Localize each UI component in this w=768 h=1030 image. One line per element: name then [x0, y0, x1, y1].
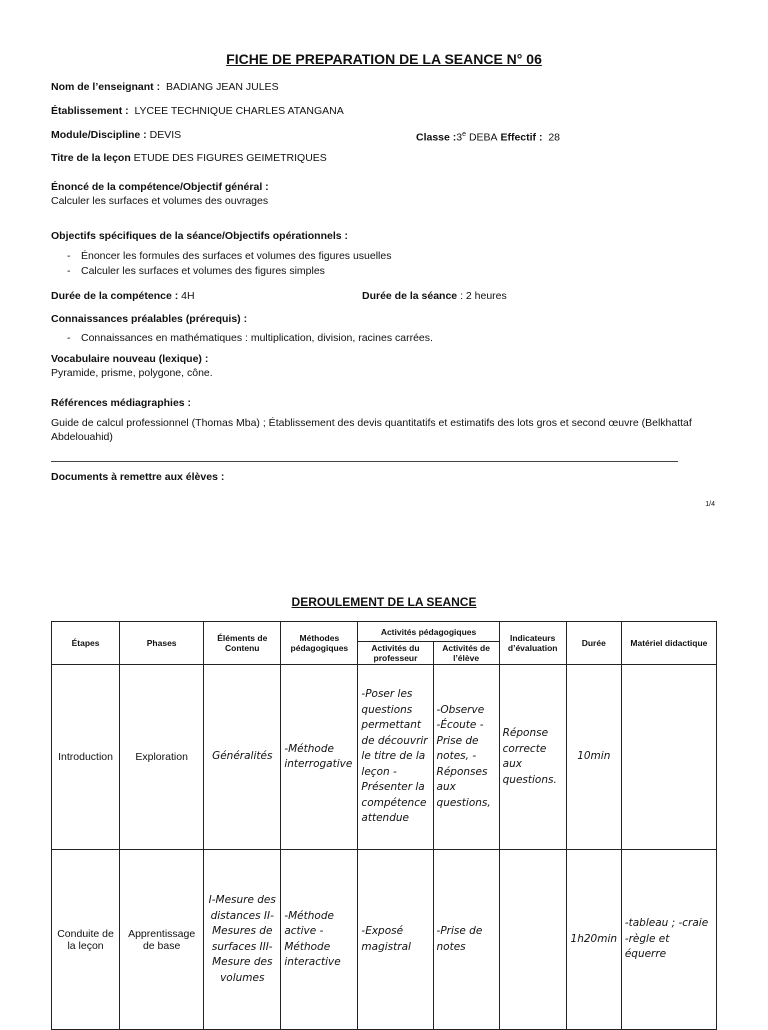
cell-materiel: [621, 665, 716, 850]
prereq-list: [63, 331, 433, 346]
vocab-text: Pyramide, prisme, polygone, cône.: [51, 367, 213, 379]
header-prof: Activités du professeur: [358, 642, 433, 665]
table-header-row: [52, 622, 717, 642]
competence-label: Énoncé de la compétence/Objectif général :: [51, 181, 269, 193]
document-title: FICHE DE PREPARATION DE LA SEANCE N° 06: [226, 51, 542, 67]
cell-etape: Conduite de la leçon: [52, 850, 120, 1030]
page-number: 1/4: [705, 501, 715, 508]
session-duration-label: Durée de la séance: [362, 290, 458, 302]
header-phases: Phases: [120, 622, 204, 665]
objective-item: - Énoncer les formules des surfaces et volumes des figures usuelles: [63, 249, 391, 264]
header-elements: Éléments de Contenu: [204, 622, 281, 665]
objective-item: - Calculer les surfaces et volumes des figures simples: [63, 264, 391, 279]
header-indicateurs: Indicateurs d’évaluation: [499, 622, 566, 665]
teacher-value: BADIANG JEAN JULES: [165, 81, 279, 93]
references-label: Références médiagraphies :: [51, 397, 192, 409]
header-eleve: Activités de l’élève: [433, 642, 499, 665]
lesson-sequence-table: [51, 621, 717, 1030]
session-duration-value: : 2 heures: [460, 290, 507, 302]
header-materiel: Matériel didactique: [621, 622, 716, 665]
cell-indicateurs: [499, 850, 566, 1030]
competence-text: Calculer les surfaces et volumes des ouvrages: [51, 195, 269, 207]
objectives-list: [63, 249, 391, 279]
documents-label: Documents à remettre aux élèves :: [51, 471, 225, 483]
header-activites: Activités pédagogiques: [358, 622, 499, 642]
cell-duree: 10min: [566, 665, 621, 850]
objectives-label: Objectifs spécifiques de la séance/Objectifs opérationnels :: [51, 230, 349, 242]
classe-value-prefix: 3: [456, 131, 463, 144]
competence-duration: [51, 289, 195, 303]
cell-etape: Introduction: [52, 665, 120, 850]
classe-value-sup: e: [462, 131, 467, 138]
module-line: [51, 128, 181, 142]
cell-duree: 1h20min: [566, 850, 621, 1030]
cell-eleve: -Observe -Écoute -Prise de notes, - Réponses aux questions,: [433, 665, 499, 850]
prereq-label: Connaissances préalables (prérequis) :: [51, 313, 248, 325]
teacher-label: Nom de l’enseignant :: [51, 81, 161, 93]
cell-methodes: -Méthode interrogative: [281, 665, 358, 850]
cell-indicateurs: Réponse correcte aux questions.: [499, 665, 566, 850]
separator-line: [51, 461, 678, 462]
table-row: [52, 665, 717, 850]
classe-line: [416, 128, 560, 145]
classe-label: Classe :: [416, 131, 457, 144]
classe-value-suffix: DEBA: [466, 131, 498, 144]
lesson-value: ETUDE DES FIGURES GEIMETRIQUES: [133, 152, 327, 164]
school-line: [51, 104, 344, 118]
module-label: Module/Discipline :: [51, 129, 147, 141]
cell-elements: I-Mesure des distances II- Mesures de surfaces III- Mesure des volumes: [204, 850, 281, 1030]
competence-duration-label: Durée de la compétence :: [51, 290, 179, 302]
cell-eleve: -Prise de notes: [433, 850, 499, 1030]
school-label: Établissement :: [51, 105, 129, 117]
cell-prof: -Poser les questions permettant de découvrir le titre de la leçon -Présenter la compétence attendue: [358, 665, 433, 850]
lesson-label: Titre de la leçon: [51, 152, 131, 164]
cell-phase: Apprentissage de base: [120, 850, 204, 1030]
cell-phase: Exploration: [120, 665, 204, 850]
vocab-label: Vocabulaire nouveau (lexique) :: [51, 353, 209, 365]
references-line-1: Guide de calcul professionnel (Thomas Mba) ; Établissement des devis quantitatifs et estimatifs des lots gros et second œuvre (Belkhattaf: [51, 417, 692, 429]
competence-duration-value: 4H: [181, 290, 195, 302]
effectif-value: 28: [548, 131, 560, 144]
session-duration: [362, 289, 507, 303]
header-etapes: Étapes: [52, 622, 120, 665]
module-value: DEVIS: [149, 129, 182, 141]
prereq-item: - Connaissances en mathématiques : multiplication, division, racines carrées.: [63, 331, 433, 346]
cell-methodes: -Méthode active -Méthode interactive: [281, 850, 358, 1030]
effectif-label: Effectif :: [500, 131, 543, 144]
cell-prof: -Exposé magistral: [358, 850, 433, 1030]
table-row: [52, 850, 717, 1030]
cell-elements: Généralités: [204, 665, 281, 850]
cell-materiel: -tableau ; -craie -règle et équerre: [621, 850, 716, 1030]
teacher-line: [51, 80, 279, 94]
section-title: DEROULEMENT DE LA SEANCE: [291, 595, 477, 609]
lesson-line: [51, 151, 327, 165]
header-methodes: Méthodes pédagogiques: [281, 622, 358, 665]
header-duree: Durée: [566, 622, 621, 665]
school-value: LYCEE TECHNIQUE CHARLES ATANGANA: [134, 105, 344, 117]
references-line-2: Abdelouahid): [51, 431, 113, 443]
